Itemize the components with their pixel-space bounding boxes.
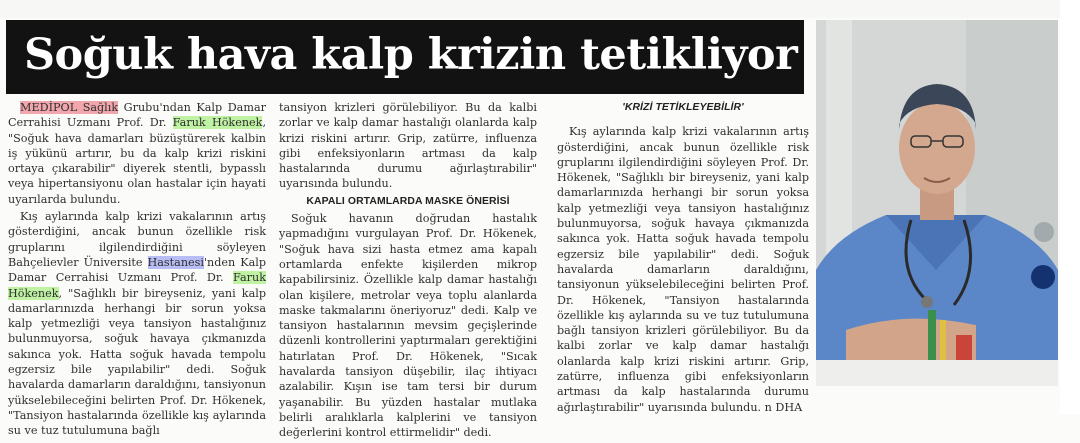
highlight-organization: MEDİPOL Sağlık — [20, 101, 119, 114]
headline: Soğuk hava kalp krizin tetikliyor — [24, 30, 798, 80]
page-top-strip — [0, 0, 1080, 18]
text-run: 'nden Kalp Damar Cerrahisi Uzmanı Prof. Dr. — [8, 255, 266, 285]
paragraph — [8, 209, 266, 438]
paragraph — [8, 100, 266, 207]
highlight-doctor-name: Faruk Hökenek — [172, 116, 263, 130]
carousel-dot-inactive[interactable] — [1034, 222, 1054, 242]
doctor-photo — [816, 20, 1058, 386]
paragraph: Kış aylarında kalp krizi vakalarının artış gösterdiğini, ancak bunun özellikle risk gruplarını ilgilendirdiğini söyleyen Prof. Dr. Hökenek, "Sağlıklı bir bireyseniz, yani kalp damarlarınızda herhangi bir sorun yoksa kalp yetmezliği veya tansiyon hastalığınız bulunmuyorsa, soğuk havaya çıkmanızda sakınca yok. Hatta soğuk havada tempolu egzersiz bile yapılabilir" dedi. Soğuk havalarda damarların daraldığını, tansiyonun yükselebileceğini belirten Prof. Dr. Hökenek, "Tansiyon hastalarında özellikle kış aylarında su ve tuz tutulumuna bağlı tansiyon krizleri görülebiliyor. Bu da kalbi zorlar ve kalp damar hastalığı olanlarda kalp krizi riskini artırır. Grip, zatürre, influenza gibi enfeksiyonların artması da kalp hastalarında durumu ağırlaştırabilir" uyarısında bulundu. n DHA — [557, 125, 809, 414]
text-run: Kış aylarında kalp krizi vakalarının artış gösterdiğini, ancak bunun özellikle risk gruplarını ilgilendirdiğini söyleyen Bahçelievler Üniversite — [8, 210, 266, 269]
text-run: , "Soğuk hava damarları büzüştürerek kalbin iş yükünü artırır, bu da kalp krizi riskini ortaya çıkarabilir" diyerek stentli, bypasslı veya hipertansiyonu olan hastalar için hayati uyarılarda bulundu. — [8, 116, 267, 206]
subheading-mask: KAPALI ORTAMLARDA MASKE ÖNERİSİ — [306, 195, 510, 207]
text-run: , "Sağlıklı bir bireyseniz, yani kalp damarlarınızda herhangi bir sorun yoksa kalp yetmezliği veya tansiyon hastalığınız bulunmuyorsa, soğuk havaya çıkmanızda sakınca yok. Hatta soğuk havada tempolu egzersiz bile yapılabilir" dedi. Soğuk havalarda damarların daraldığını, tansiyonun yükselebileceğini belirten Prof. Dr. Hökenek, "Tansiyon hastalarında özellikle kış aylarında su ve tuz tutulumuna bağlı — [8, 286, 266, 438]
subheading-trigger: 'KRİZİ TETİKLEYEBİLİR' — [622, 102, 744, 113]
doctor-illustration — [816, 20, 1058, 386]
highlight-doctor-name: Faruk Hökenek — [8, 271, 266, 300]
paragraph: Soğuk havanın doğrudan hastalık yapmadığını vurgulayan Prof. Dr. Hökenek, "Soğuk hava sizi hasta etmez ama kapalı ortamlarda enfekte kişilerden mikrop kapabilirsiniz. Özellikle kalp damar hastalığı olan kişilere, metrolar veya toplu alanlarda maske takmalarını öneriyoruz" dedi. Kalp ve tansiyon hastalarının mevsim geçişlerinde düzenli kontrollerini yaptırmaları gerektiğini hatırlatan Prof. Dr. Hökenek, "Sıcak havalarda tansiyon düşebilir, ilaç ihtiyacı azalabilir. Kışın ise tam tersi bir durum yaşanabilir. Bu yüzden hastalar mutlaka belirli aralıklarla kalplerini ve tansiyon değerlerini kontrol ettirmelidir" dedi. — [279, 212, 537, 440]
carousel-dot-active[interactable] — [1031, 265, 1055, 289]
text-run: Grubu'ndan Kalp Damar Cerrahisi Uzmanı Prof. Dr. — [8, 101, 266, 130]
article-column-2 — [279, 100, 537, 443]
article-column-1 — [8, 100, 266, 441]
paragraph: tansiyon krizleri görülebiliyor. Bu da kalbi zorlar ve kalp damar hastalığı olanlarda kalp krizi riskini artırır. Grip, zatürre, influenza gibi enfeksiyonların artması da kalp hastalarında durumu ağırlaştırabilir" uyarısında bulundu. — [279, 101, 537, 191]
page-edge — [1060, 0, 1080, 414]
article-column-3 — [557, 100, 809, 417]
highlight-hospital: Hastanesi — [147, 255, 204, 269]
headline-banner — [6, 20, 804, 94]
